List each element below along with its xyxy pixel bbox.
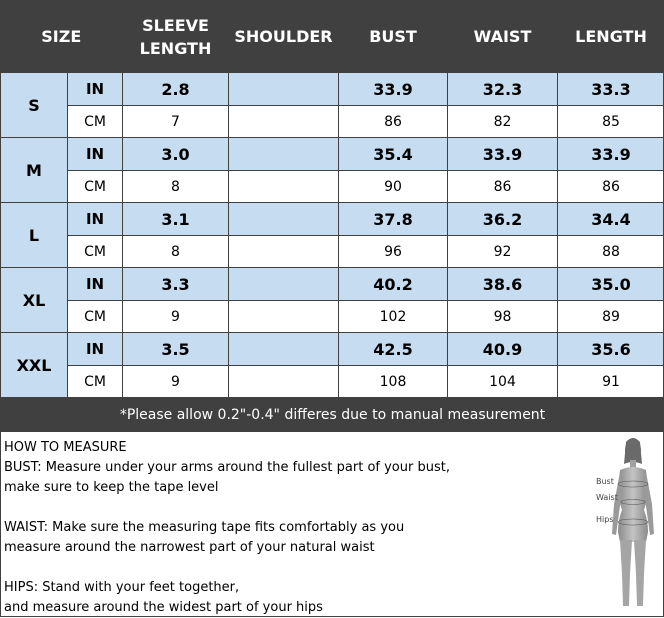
waist-value: 98 — [448, 301, 558, 333]
size-label: XXL — [1, 333, 68, 398]
bust-instruction-1: BUST: Measure under your arms around the fullest part of your bust, — [4, 458, 584, 478]
size-label: M — [1, 138, 68, 203]
bust-value: 40.2 — [339, 268, 448, 301]
header-sleeve-length — [123, 1, 229, 73]
length-value: 89 — [558, 301, 664, 333]
unit-label: CM — [68, 106, 123, 138]
note-row — [1, 398, 664, 432]
length-value: 33.3 — [558, 73, 664, 106]
length-value: 33.9 — [558, 138, 664, 171]
table-row — [1, 366, 664, 398]
waist-value: 104 — [448, 366, 558, 398]
waist-value: 86 — [448, 171, 558, 203]
unit-label: IN — [68, 138, 123, 171]
header-waist: WAIST — [448, 1, 558, 73]
how-to-measure — [4, 438, 584, 618]
sleeve-value: 3.0 — [123, 138, 229, 171]
shoulder-value — [229, 268, 339, 301]
unit-label: CM — [68, 366, 123, 398]
header-length: LENGTH — [558, 1, 664, 73]
header-shoulder: SHOULDER — [229, 1, 339, 73]
table-row — [1, 236, 664, 268]
shoulder-value — [229, 301, 339, 333]
figure-label-waist: Waist — [596, 493, 618, 502]
header-row — [1, 1, 664, 73]
shoulder-value — [229, 236, 339, 268]
length-value: 91 — [558, 366, 664, 398]
bust-value: 108 — [339, 366, 448, 398]
waist-value: 36.2 — [448, 203, 558, 236]
shoulder-value — [229, 106, 339, 138]
table-row — [1, 203, 664, 236]
shoulder-value — [229, 333, 339, 366]
waist-value: 92 — [448, 236, 558, 268]
length-value: 34.4 — [558, 203, 664, 236]
table-row — [1, 73, 664, 106]
waist-instruction-2: measure around the narrowest part of your natural waist — [4, 538, 584, 558]
hips-instruction-2: and measure around the widest part of your hips — [4, 598, 584, 618]
unit-label: IN — [68, 203, 123, 236]
bust-instruction-2: make sure to keep the tape level — [4, 478, 584, 498]
sleeve-value: 9 — [123, 366, 229, 398]
bust-value: 42.5 — [339, 333, 448, 366]
bust-value: 86 — [339, 106, 448, 138]
bust-value: 35.4 — [339, 138, 448, 171]
bust-value: 37.8 — [339, 203, 448, 236]
sleeve-value: 8 — [123, 171, 229, 203]
waist-value: 38.6 — [448, 268, 558, 301]
figure-label-bust: Bust — [596, 477, 614, 486]
waist-value: 33.9 — [448, 138, 558, 171]
table-row — [1, 171, 664, 203]
body-figure-illustration — [590, 434, 664, 614]
waist-value: 40.9 — [448, 333, 558, 366]
waist-value: 32.3 — [448, 73, 558, 106]
measurement-note: *Please allow 0.2"-0.4" differes due to manual measurement — [1, 398, 664, 432]
bust-value: 102 — [339, 301, 448, 333]
length-value: 35.6 — [558, 333, 664, 366]
unit-label: IN — [68, 73, 123, 106]
sleeve-value: 3.3 — [123, 268, 229, 301]
bust-value: 96 — [339, 236, 448, 268]
size-label: XL — [1, 268, 68, 333]
how-to-title: HOW TO MEASURE — [4, 438, 584, 458]
figure-label-hips: Hips — [596, 515, 613, 524]
length-value: 86 — [558, 171, 664, 203]
bust-value: 90 — [339, 171, 448, 203]
length-value: 88 — [558, 236, 664, 268]
hips-instruction-1: HIPS: Stand with your feet together, — [4, 578, 584, 598]
header-sleeve-line2: LENGTH — [140, 39, 212, 58]
header-size: SIZE — [1, 1, 123, 73]
shoulder-value — [229, 203, 339, 236]
bust-value: 33.9 — [339, 73, 448, 106]
size-label: L — [1, 203, 68, 268]
waist-instruction-1: WAIST: Make sure the measuring tape fits comfortably as you — [4, 518, 584, 538]
table-row — [1, 333, 664, 366]
body-figure-icon — [590, 434, 664, 614]
sleeve-value: 8 — [123, 236, 229, 268]
shoulder-value — [229, 171, 339, 203]
length-value: 85 — [558, 106, 664, 138]
unit-label: CM — [68, 301, 123, 333]
size-label: S — [1, 73, 68, 138]
sleeve-value: 9 — [123, 301, 229, 333]
length-value: 35.0 — [558, 268, 664, 301]
table-row — [1, 301, 664, 333]
shoulder-value — [229, 73, 339, 106]
waist-value: 82 — [448, 106, 558, 138]
header-bust: BUST — [339, 1, 448, 73]
sleeve-value: 3.5 — [123, 333, 229, 366]
sleeve-value: 7 — [123, 106, 229, 138]
shoulder-value — [229, 366, 339, 398]
table-row — [1, 138, 664, 171]
unit-label: IN — [68, 268, 123, 301]
unit-label: IN — [68, 333, 123, 366]
table-row — [1, 268, 664, 301]
sleeve-value: 3.1 — [123, 203, 229, 236]
shoulder-value — [229, 138, 339, 171]
unit-label: CM — [68, 171, 123, 203]
header-sleeve-line1: SLEEVE — [142, 16, 209, 35]
unit-label: CM — [68, 236, 123, 268]
table-row — [1, 106, 664, 138]
sleeve-value: 2.8 — [123, 73, 229, 106]
